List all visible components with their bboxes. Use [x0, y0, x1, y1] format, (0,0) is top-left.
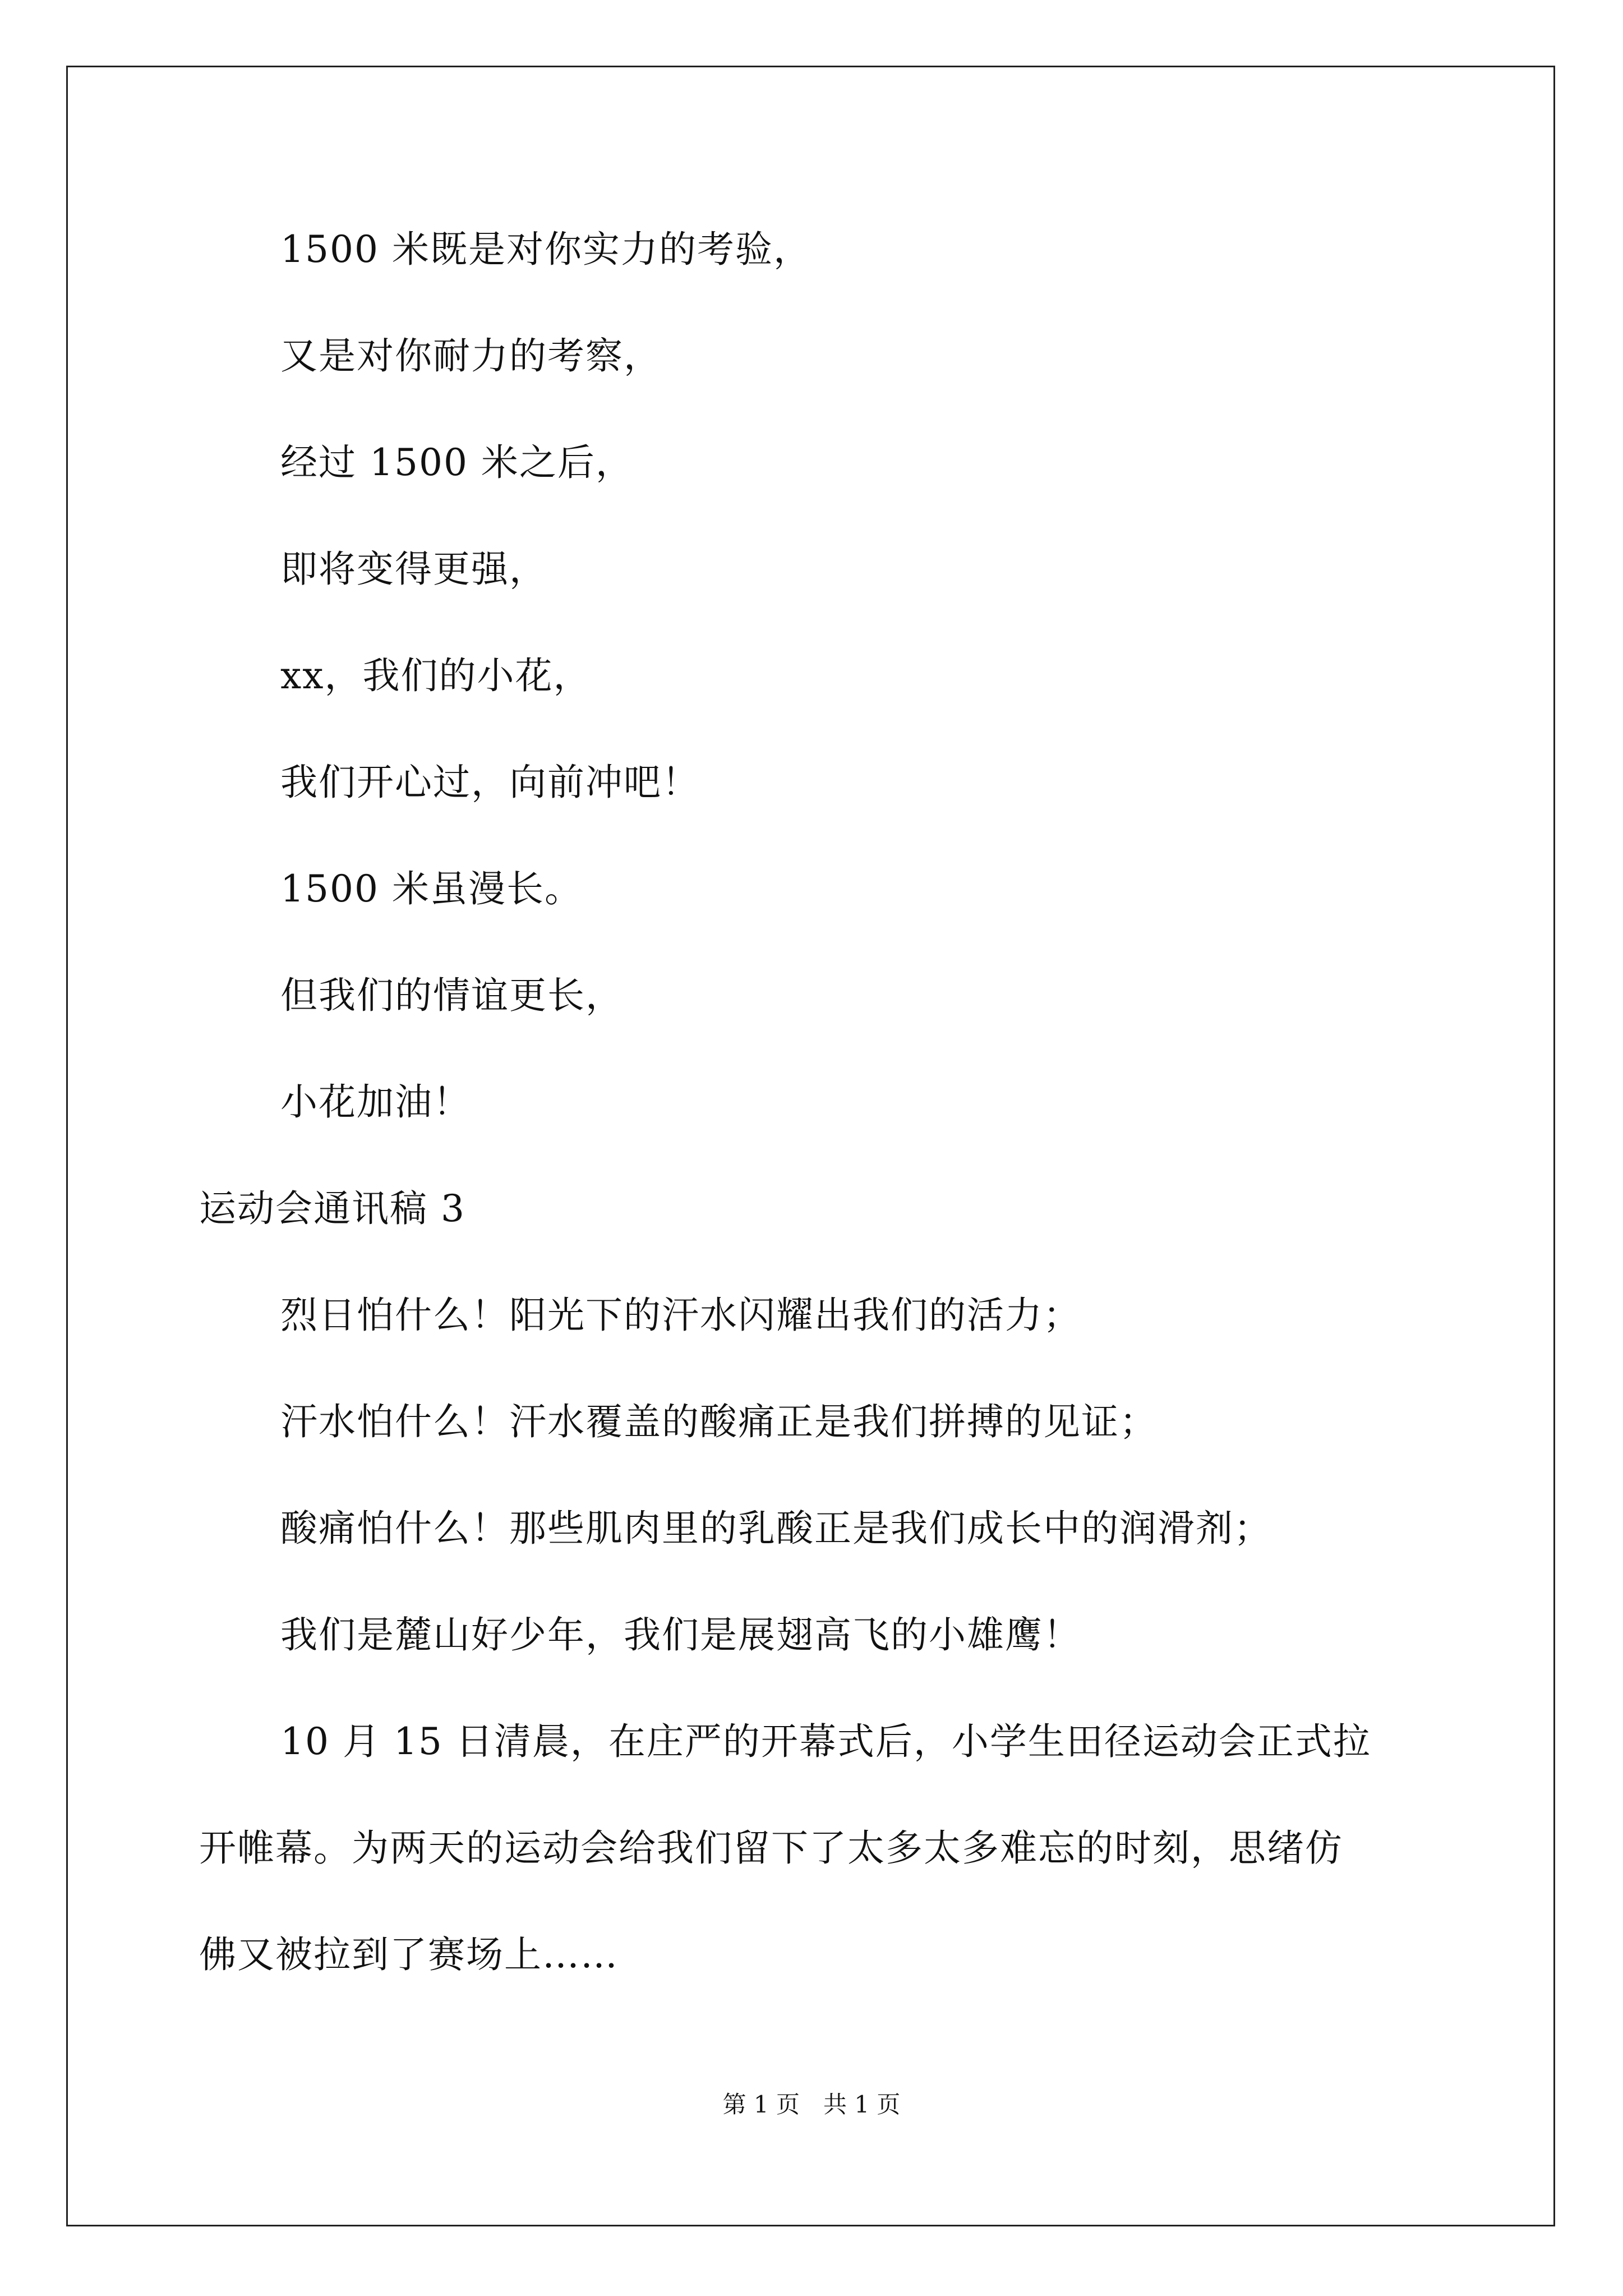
poem-line: 但我们的情谊更长， — [280, 974, 624, 1017]
section-heading: 运动会通讯稿 3 — [199, 1187, 465, 1230]
section-line: 我们是麓山好少年，我们是展翅高飞的小雄鹰！ — [280, 1613, 1081, 1657]
paragraph-line: 10 月 15 日清晨，在庄严的开幕式后，小学生田径运动会正式拉 — [280, 1720, 1371, 1763]
poem-line: 我们开心过，向前冲吧！ — [280, 761, 700, 804]
poem-line: 1500 米既是对你实力的考验， — [280, 228, 811, 271]
page-number-footer: 第 1 页 共 1 页 — [722, 2091, 901, 2118]
section-line: 酸痛怕什么！那些肌肉里的乳酸正是我们成长中的润滑剂； — [280, 1507, 1272, 1550]
paragraph-line: 佛又被拉到了赛场上…… — [199, 1933, 619, 1976]
poem-line: xx，我们的小花， — [280, 654, 592, 697]
page-border — [66, 66, 1555, 2226]
poem-line: 即将变得更强， — [280, 547, 547, 591]
paragraph-line: 开帷幕。为两天的运动会给我们留下了太多太多难忘的时刻，思绪仿 — [199, 1826, 1343, 1870]
poem-line: 经过 1500 米之后， — [280, 441, 634, 484]
section-line: 烈日怕什么！阳光下的汗水闪耀出我们的活力； — [280, 1294, 1081, 1337]
poem-line: 1500 米虽漫长。 — [280, 867, 583, 910]
poem-line: 又是对你耐力的考察， — [280, 334, 662, 378]
section-line: 汗水怕什么！汗水覆盖的酸痛正是我们拼搏的见证； — [280, 1400, 1158, 1443]
poem-line: 小花加油！ — [280, 1080, 471, 1124]
